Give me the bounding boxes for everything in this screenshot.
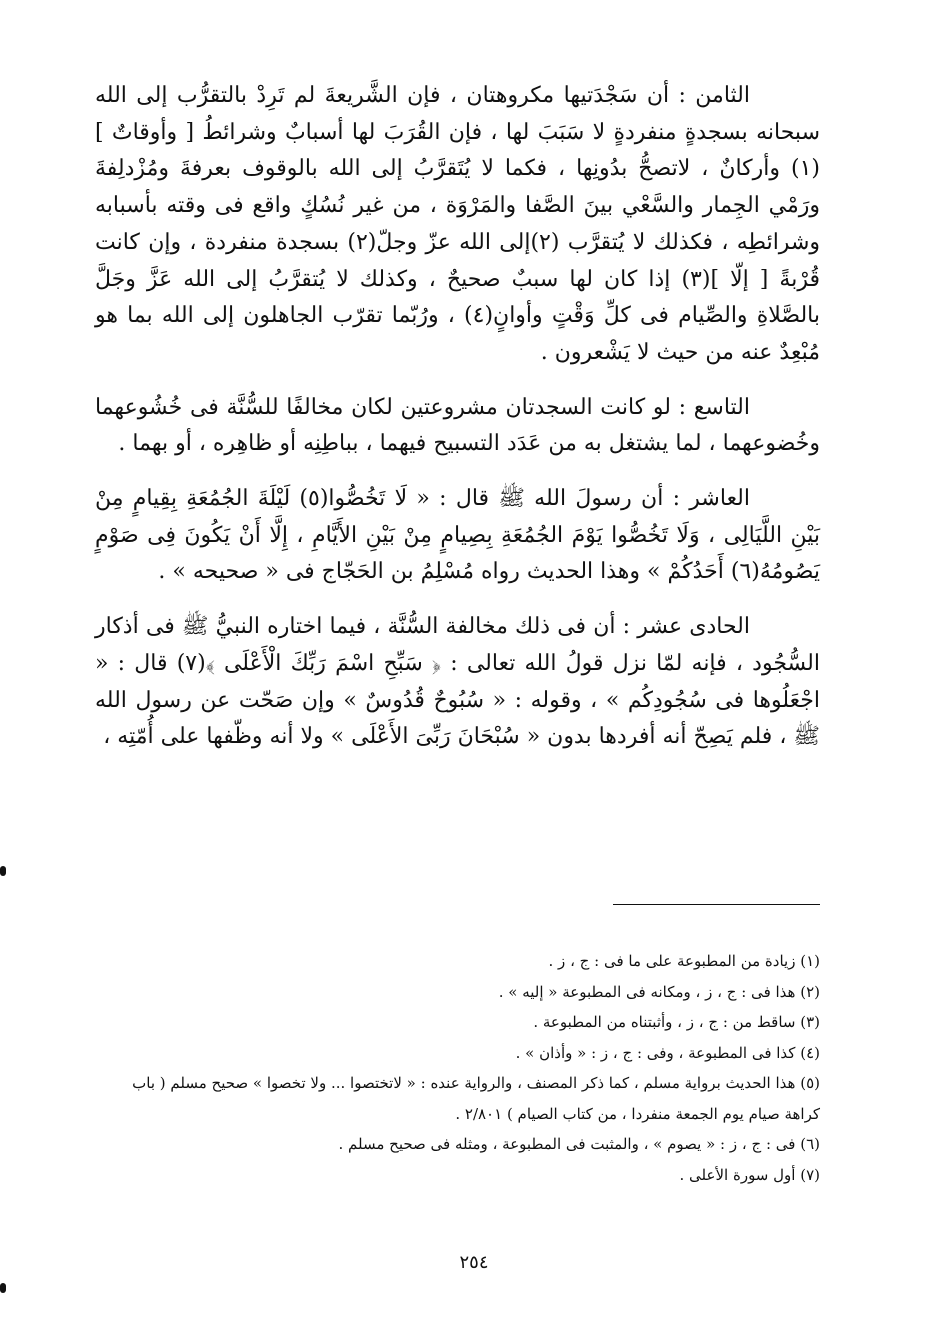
paragraph-eighth: الثامن : أن سَجْدَتيها مكروهتان ، فإن الشَّريعةَ لم تَرِدْ بالتقرُّب إلى الله سبحانه بسجدةٍ منفردةٍ لا سَبَبَ لها ، فإن القُرَبَ لها أسبابٌ وشرائطُ [ وأوقاتٌ ](١) وأركانٌ ، لاتصحُّ بدُونِها ، فكما لا يُتَقرَّبُ إلى الله بالوقوف بعرفةَ ومُزْدلِفةَ ورَمْي الجِمار والسَّعْي بينَ الصَّفا والمَرْوَة ، من غير نُسُكٍ واقع فى وقته بأسبابه وشرائطِه ، فكذلك لا يُتقرَّب (٢)إلى الله عزّ وجلّ(٢) بسجدة منفردة ، وإن كانت قُرْبةً [ إلّا ](٣) إذا كان لها سببٌ صحيحٌ ، وكذلك لا يُتقرَّبُ إلى الله عَزَّ وجَلَّ بالصَّلاةِ والصِّيام فى كلِّ وَقْتٍ وأوانٍ(٤) ، ورُبّما تقرّب الجاهلون إلى الله بما هو مُبْعِدٌ عنه من حيث لا يَشْعرون .: [95, 83, 821, 365]
scan-edge-mark: [0, 866, 6, 876]
paragraph-eleventh: الحادى عشر : أن فى ذلك مخالفة السُّنَّة ، فيما اختاره النبيُّ ﷺ فى أذكار السُّجُود ، فإنه لمّا نزل قولُ الله تعالى : ﴿ سَبِّحِ اسْمَ رَبِّكَ الْأَعْلَى ﴾(٧) قال : « اجْعَلُوها فى سُجُودِكُم » ، وقوله : « سُبُوحٌ قُدُوسٌ » وإن صَحّت عن رسول الله ﷺ ، فلم يَصِحّ أنه أفردها بدون « سُبْحَانَ رَبِّىَ الأَعْلَى » ولا أنه وظّفها على أُمّتِه ،: [95, 614, 820, 750]
footnote-4: (٤) كذا فى المطبوعة ، وفى : ج ، ز : « وأذان » .: [515, 1043, 820, 1062]
paragraph-tenth: العاشر : أن رسولَ الله ﷺ قال : « لَا تَخُصُّوا(٥) لَيْلَةَ الجُمُعَةِ بِقِيامٍ مِنْ بَيْنِ اللَّيَالِى ، وَلَا تَخُصُّوا يَوْمَ الجُمُعَةِ بِصِيامٍ مِنْ بَيْنِ الأَيَّامِ ، إِلَّا أَنْ يَكُونَ فِى صَوْمٍ يَصُومُهُ(٦) أَحَدُكُمْ » وهذا الحديث رواه مُسْلِمُ بن الحَجّاج فى « صحيحه » .: [95, 486, 820, 585]
scan-edge-mark: [0, 1283, 6, 1293]
page-number: ٢٥٤: [459, 1252, 489, 1273]
paragraph-ninth: التاسع : لو كانت السجدتان مشروعتين لكان مخالفًا للسُّنَّة فى خُشُوعهما وخُضوعهما ، لما يشتغل به من عَدَد التسبيح فيهما ، بباطِنِه أو ظاهِره ، أو بهما .: [95, 394, 820, 457]
footnote-1: (١) زيادة من المطبوعة على ما فى : ج ، ز .: [548, 952, 820, 970]
footnote-3: (٣) ساقط من : ج ، ز ، وأثبتناه من المطبوعة .: [533, 1013, 820, 1031]
footnote-5: (٥) هذا الحديث برواية مسلم ، كما ذكر المصنف ، والرواية عنده : « لاتختصوا ... ولا تخصوا » صحيح مسلم ( باب كراهة صيام يوم الجمعة منفردا ، من كتاب الصيام ) ٢/٨٠١ .: [132, 1074, 820, 1123]
footnote-separator: [613, 904, 820, 905]
footnote-7: (٧) أول سورة الأعلى .: [679, 1165, 820, 1184]
main-text: [95, 78, 820, 756]
footnotes: [95, 946, 820, 1190]
footnote-2: (٢) هذا فى : ج ، ز ، ومكانه فى المطبوعة « إليه » .: [498, 982, 820, 1001]
footnote-6: (٦) فى : ج ، ز : « يصوم » ، والمثبت فى المطبوعة ، ومثله فى صحيح مسلم .: [338, 1135, 820, 1153]
